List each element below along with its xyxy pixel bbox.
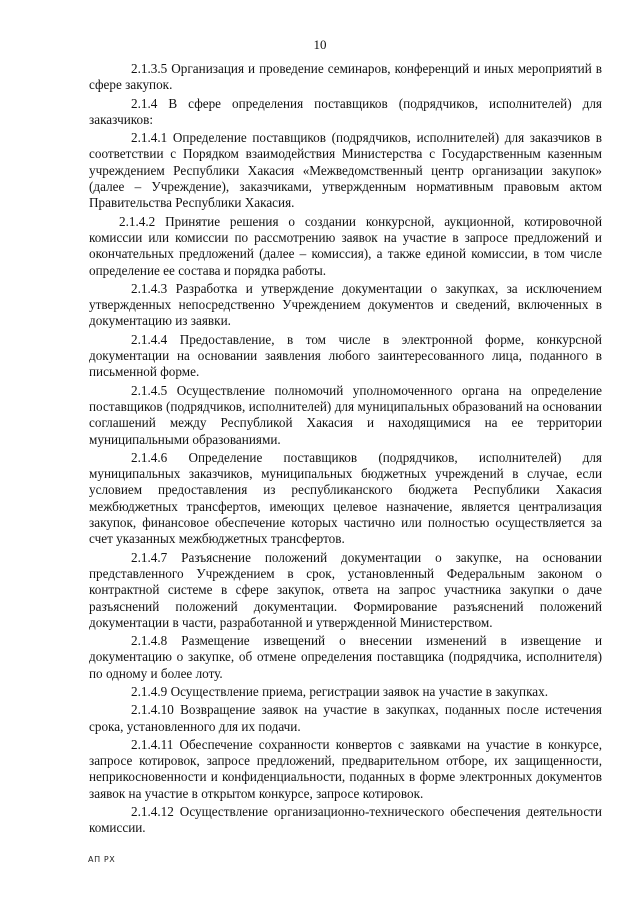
paragraph-2-1-4-2: 2.1.4.2 Принятие решения о создании конкурсной, аукционной, котировочной комиссии или комиссии по рассмотрению заявок на участие в запросе предложений и окончательных предложений (далее – комиссия), а также единой комиссии, в том числе определение ее состава и порядка работы.	[89, 213, 602, 278]
paragraph-2-1-4-11: 2.1.4.11 Обеспечение сохранности конвертов с заявками на участие в конкурсе, запросе котировок, запросе предложений, предварительном отборе, их защищенности, неприкосновенности и конфиденциальности, поданных в форме электронных документов заявок на участие в открытом конкурсе, запросе котировок.	[89, 736, 602, 801]
paragraph-2-1-4: 2.1.4 В сфере определения поставщиков (подрядчиков, исполнителей) для заказчиков:	[89, 95, 602, 127]
paragraph-2-1-4-10: 2.1.4.10 Возвращение заявок на участие в закупках, поданных после истечения срока, установленного для их подачи.	[89, 702, 602, 734]
document-body	[89, 61, 602, 839]
paragraph-2-1-4-12: 2.1.4.12 Осуществление организационно-технического обеспечения деятельности комиссии.	[89, 804, 602, 836]
page-number: 10	[313, 37, 327, 52]
footer-stamp: АП РХ	[88, 855, 116, 864]
paragraph-2-1-4-1: 2.1.4.1 Определение поставщиков (подрядчиков, исполнителей) для заказчиков в соответствии с Порядком взаимодействия Министерства с Государственным казенным учреждением Республики Хакасия «Межведомственный центр организации закупок» (далее – Учреждение), заказчиками, утвержденным нормативным правовым актом Правительства Республики Хакасия.	[89, 130, 602, 211]
paragraph-2-1-4-7: 2.1.4.7 Разъяснение положений документации о закупке, на основании представленного Учреждением в срок, установленный Федеральным законом о контрактной системе в сфере закупок, ответа на запрос участника закупки о даче разъяснений положений документации. Формирование разъяснений положений документации в части, разработанной и утвержденной Министерством.	[89, 549, 602, 630]
paragraph-2-1-4-9: 2.1.4.9 Осуществление приема, регистрации заявок на участие в закупках.	[131, 683, 549, 699]
paragraph-2-1-4-4: 2.1.4.4 Предоставление, в том числе в электронной форме, конкурсной документации на основании заявления любого заинтересованного лица, поданного в письменной форме.	[89, 331, 602, 380]
paragraph-2-1-3-5: 2.1.3.5 Организация и проведение семинаров, конференций и иных мероприятий в сфере закупок.	[89, 61, 602, 93]
paragraph-2-1-4-6: 2.1.4.6 Определение поставщиков (подрядчиков, исполнителей) для муниципальных заказчиков, муниципальных бюджетных учреждений в случае, если условием предоставления из республиканского бюджета Республики Хакасия межбюджетных трансфертов, имеющих целевое назначение, является централизация закупок, финансовое обеспечение которых частично или полностью осуществляется за счет указанных межбюджетных трансфертов.	[89, 449, 602, 547]
paragraph-2-1-4-8: 2.1.4.8 Размещение извещений о внесении изменений в извещение и документацию о закупке, об отмене определения поставщика (подрядчика, исполнителя) по одному и более лоту.	[89, 633, 602, 681]
paragraph-2-1-4-3: 2.1.4.3 Разработка и утверждение документации о закупках, за исключением утвержденных непосредственно Учреждением документов и сведений, включенных в документацию из заявки.	[89, 280, 602, 329]
paragraph-2-1-4-5: 2.1.4.5 Осуществление полномочий уполномоченного органа на определение поставщиков (подрядчиков, исполнителей) для муниципальных образований на основании соглашений между Республикой Хакасия и находящимися на ее территории муниципальными образованиями.	[89, 382, 602, 447]
